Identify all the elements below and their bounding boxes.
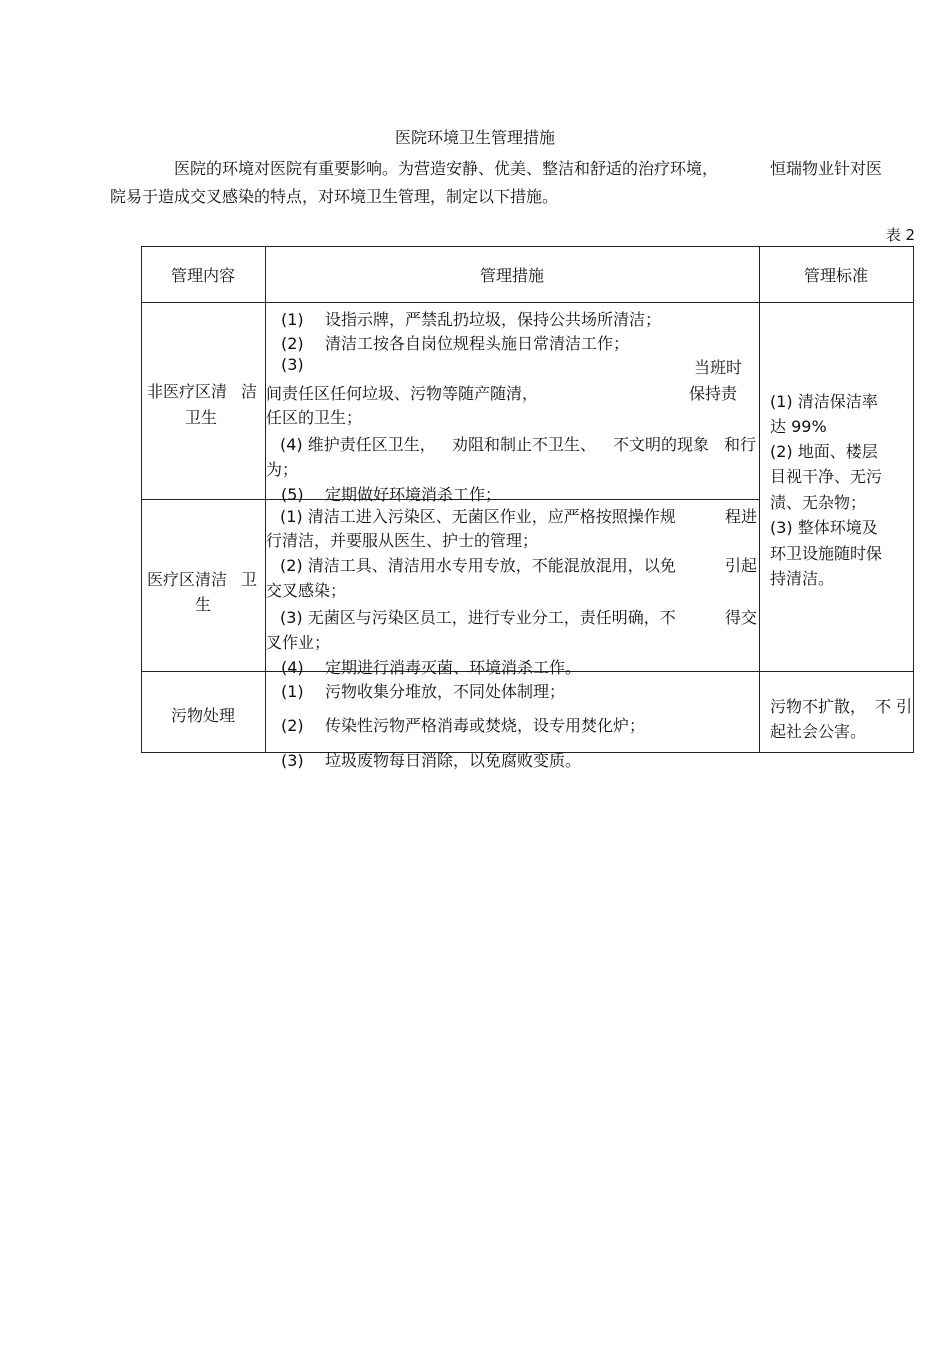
row2-measure-1-line2: 行清洁，并要服从医生、护士的管理；	[266, 531, 539, 550]
row1-measure-4-c: 不文明的现象	[613, 435, 710, 454]
row3-measure-3: (3) 垃圾废物每日消除，以免腐败变质。	[281, 751, 582, 770]
row2-category-a: 医疗区清洁	[147, 570, 228, 589]
measures-table	[141, 246, 914, 770]
row1-measure-2: (2) 清洁工按各自岗位规程头施日常清洁工作；	[281, 334, 630, 353]
row1-measure-1: (1) 设指示牌，严禁乱扔垃圾，保持公共场所清洁；	[281, 310, 662, 329]
row3-category: 污物处理	[170, 706, 235, 725]
standard-1b: 达 99%	[770, 417, 827, 436]
row1-category-b: 洁	[241, 382, 258, 401]
document-title: 医院环境卫生管理措施	[394, 128, 555, 147]
standard-3: (3) 整体环境及	[770, 518, 878, 537]
table-header-divider	[141, 302, 914, 303]
row1-measure-3-line2b: 保持责	[689, 384, 738, 403]
row3-standard-a: 污物不扩散，	[770, 697, 867, 716]
intro-text-2: 院易于造成交叉感染的特点，对环境卫生管理，制定以下措施。	[110, 187, 559, 206]
standard-2c: 渍、无杂物；	[770, 493, 867, 512]
row1-measure-3-right: 当班时	[694, 358, 743, 377]
row1-measure-4-line2: 为；	[266, 460, 299, 479]
row2-measure-2-a: (2) 清洁工具、清洁用水专用专放，不能混放混用，以免	[280, 556, 676, 575]
row2-measure-1-b: 程进	[725, 507, 758, 526]
row2-measure-4: (4) 定期进行消毒灭菌、环境消杀工作。	[281, 658, 582, 677]
row2-measure-1-a: (1) 清洁工进入污染区、无菌区作业，应严格按照操作规	[280, 507, 676, 526]
row1-measure-4-b: 劝阻和制止不卫生、	[452, 435, 597, 454]
row1-measure-4-a: (4) 维护责任区卫生，	[280, 435, 436, 454]
col2-divider	[759, 246, 760, 753]
header-measures: 管理措施	[479, 266, 544, 285]
standard-2b: 目视干净、无污	[770, 467, 883, 486]
intro-text-1: 医院的环境对医院有重要影响。为营造安静、优美、整洁和舒适的治疗环境，	[174, 159, 719, 178]
standard-2: (2) 地面、楼层	[770, 442, 878, 461]
row2-measure-3-line2: 叉作业；	[266, 633, 331, 652]
row1-measure-3-line3: 任区的卫生；	[266, 408, 363, 427]
standard-1: (1) 清洁保洁率	[770, 392, 878, 411]
row1-measure-5: (5) 定期做好环境消杀工作；	[281, 485, 502, 504]
header-standard: 管理标准	[803, 266, 868, 285]
row2-measure-2-b: 引起	[725, 556, 758, 575]
row3-standard-line2: 起社会公害。	[770, 722, 867, 741]
col1-divider	[265, 246, 266, 753]
intro-text-1b: 恒瑞物业针对医	[770, 159, 883, 178]
row1-measure-3-num: (3)	[281, 355, 304, 374]
standard-3b: 环卫设施随时保	[770, 544, 883, 563]
row2-measure-3-b: 得交	[725, 608, 758, 627]
table-border-top	[141, 246, 914, 247]
standard-3c: 持清洁。	[770, 569, 835, 588]
row3-standard-b: 不 引	[875, 697, 913, 716]
row1-measure-3-line2a: 间责任区任何垃圾、污物等随产随清，	[266, 384, 539, 403]
table-tag: 表 2	[885, 226, 915, 244]
row3-measure-2: (2) 传染性污物严格消毒或焚烧，设专用焚化炉；	[281, 716, 646, 735]
table-border-right	[913, 246, 914, 753]
table-border-left	[141, 246, 142, 753]
row1-divider	[141, 499, 265, 500]
intro-paragraph	[110, 155, 917, 211]
row1-measure-4-d: 和行	[724, 435, 757, 454]
row2-category-b: 卫	[241, 570, 258, 589]
row2-measure-2-line2: 交叉感染；	[266, 581, 347, 600]
row2-category-c: 生	[195, 595, 212, 614]
row1-category-a: 非医疗区清	[147, 382, 228, 401]
header-content: 管理内容	[170, 266, 235, 285]
row3-measure-1: (1) 污物收集分堆放，不同处体制理；	[281, 682, 566, 701]
row2-measure-3-a: (3) 无菌区与污染区员工，进行专业分工，责任明确，不	[280, 608, 676, 627]
row1-category-c: 卫生	[185, 408, 218, 427]
